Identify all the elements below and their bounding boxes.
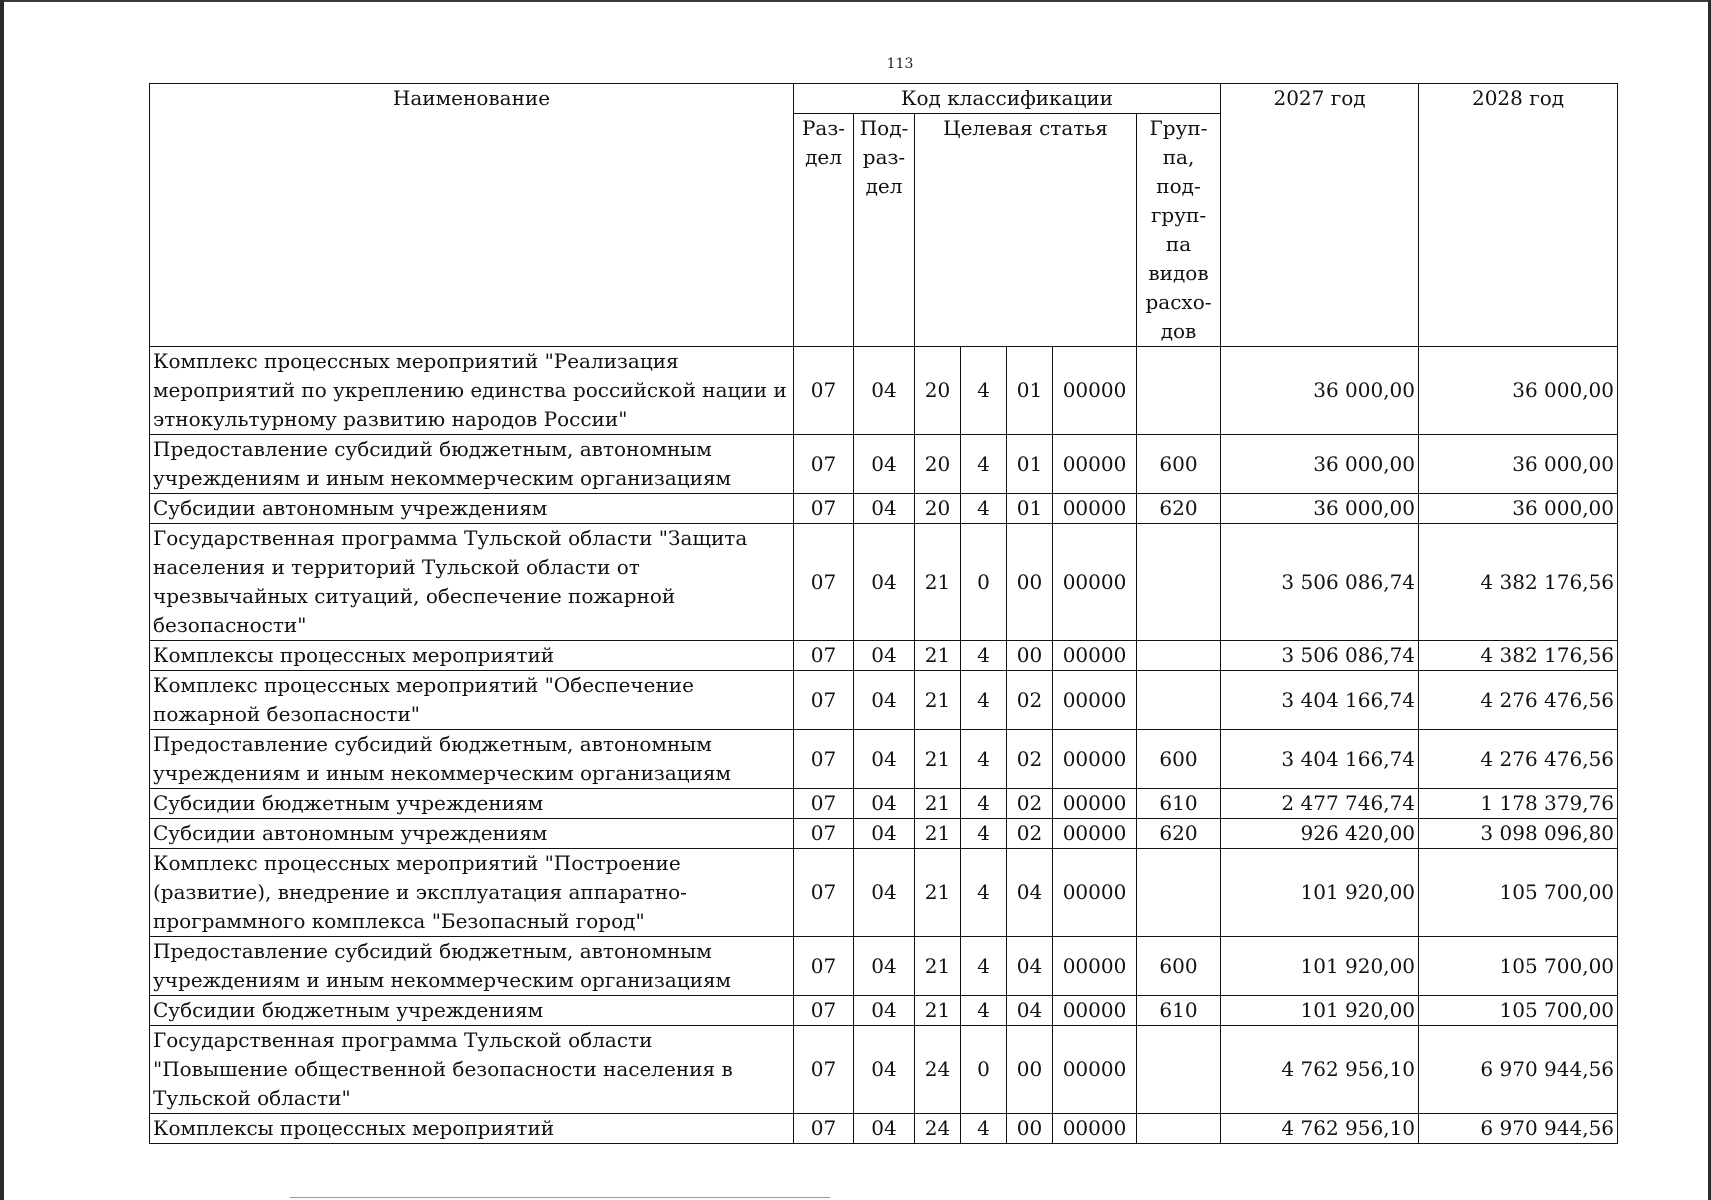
row-expense-group: 600 <box>1137 937 1221 996</box>
header-name: Наименование <box>150 84 794 347</box>
table-row <box>150 937 1618 996</box>
row-target-type: 4 <box>961 789 1007 819</box>
row-name: Субсидии бюджетным учреждениям <box>150 789 794 819</box>
table-row <box>150 494 1618 524</box>
row-expense-group <box>1137 849 1221 937</box>
row-name: Предоставление субсидий бюджетным, автономным учреждениям и иным некоммерческим организациям <box>150 730 794 789</box>
row-amount-2028: 3 098 096,80 <box>1419 819 1618 849</box>
row-target-direction: 00000 <box>1053 849 1137 937</box>
row-section: 07 <box>794 641 854 671</box>
row-target-event: 01 <box>1007 347 1053 435</box>
row-amount-2027: 101 920,00 <box>1221 996 1419 1026</box>
row-target-event: 00 <box>1007 524 1053 641</box>
header-year-2027: 2027 год <box>1221 84 1419 347</box>
row-amount-2027: 3 404 166,74 <box>1221 730 1419 789</box>
row-target-event: 02 <box>1007 789 1053 819</box>
row-target-program: 21 <box>915 996 961 1026</box>
row-expense-group <box>1137 671 1221 730</box>
table-body <box>150 347 1618 1144</box>
row-section: 07 <box>794 1026 854 1114</box>
row-target-event: 04 <box>1007 996 1053 1026</box>
row-target-event: 00 <box>1007 641 1053 671</box>
row-target-program: 21 <box>915 524 961 641</box>
row-name: Комплекс процессных мероприятий "Построение (развитие), внедрение и эксплуатация аппаратно-программного комплекса "Безопасный город" <box>150 849 794 937</box>
header-section: Раз-дел <box>794 114 854 347</box>
row-amount-2028: 105 700,00 <box>1419 937 1618 996</box>
header-subsection: Под-раз-дел <box>854 114 915 347</box>
row-subsection: 04 <box>854 849 915 937</box>
row-target-type: 4 <box>961 347 1007 435</box>
row-amount-2028: 36 000,00 <box>1419 347 1618 435</box>
row-target-program: 21 <box>915 671 961 730</box>
row-section: 07 <box>794 524 854 641</box>
row-amount-2027: 2 477 746,74 <box>1221 789 1419 819</box>
row-amount-2028: 4 382 176,56 <box>1419 641 1618 671</box>
row-expense-group: 620 <box>1137 494 1221 524</box>
row-target-direction: 00000 <box>1053 671 1137 730</box>
row-target-program: 20 <box>915 347 961 435</box>
row-subsection: 04 <box>854 789 915 819</box>
row-section: 07 <box>794 494 854 524</box>
table-row <box>150 347 1618 435</box>
row-target-direction: 00000 <box>1053 494 1137 524</box>
scan-edge-top <box>0 0 1711 2</box>
table-row <box>150 671 1618 730</box>
row-target-direction: 00000 <box>1053 524 1137 641</box>
row-amount-2027: 4 762 956,10 <box>1221 1026 1419 1114</box>
row-section: 07 <box>794 789 854 819</box>
row-amount-2027: 101 920,00 <box>1221 849 1419 937</box>
row-target-type: 4 <box>961 641 1007 671</box>
row-target-event: 04 <box>1007 849 1053 937</box>
row-target-type: 4 <box>961 494 1007 524</box>
table-row <box>150 819 1618 849</box>
table-row <box>150 1026 1618 1114</box>
row-section: 07 <box>794 435 854 494</box>
row-target-type: 4 <box>961 435 1007 494</box>
row-target-event: 02 <box>1007 671 1053 730</box>
row-target-direction: 00000 <box>1053 435 1137 494</box>
row-name: Субсидии автономным учреждениям <box>150 819 794 849</box>
row-target-event: 00 <box>1007 1114 1053 1144</box>
row-amount-2027: 3 506 086,74 <box>1221 524 1419 641</box>
row-subsection: 04 <box>854 1026 915 1114</box>
row-expense-group: 610 <box>1137 789 1221 819</box>
table-row <box>150 1114 1618 1144</box>
table-row <box>150 849 1618 937</box>
row-expense-group: 600 <box>1137 435 1221 494</box>
row-target-program: 20 <box>915 494 961 524</box>
row-expense-group <box>1137 347 1221 435</box>
row-target-type: 4 <box>961 819 1007 849</box>
row-expense-group <box>1137 641 1221 671</box>
row-amount-2028: 36 000,00 <box>1419 494 1618 524</box>
row-target-program: 21 <box>915 819 961 849</box>
row-target-direction: 00000 <box>1053 347 1137 435</box>
row-expense-group <box>1137 524 1221 641</box>
row-section: 07 <box>794 937 854 996</box>
scan-artifact-line <box>290 1197 830 1198</box>
row-name: Государственная программа Тульской области "Повышение общественной безопасности населения в Тульской области" <box>150 1026 794 1114</box>
row-expense-group <box>1137 1114 1221 1144</box>
row-target-type: 0 <box>961 1026 1007 1114</box>
row-subsection: 04 <box>854 671 915 730</box>
row-amount-2028: 105 700,00 <box>1419 996 1618 1026</box>
row-subsection: 04 <box>854 996 915 1026</box>
row-name: Комплекс процессных мероприятий "Реализация мероприятий по укреплению единства российской нации и этнокультурному развитию народов России" <box>150 347 794 435</box>
row-subsection: 04 <box>854 435 915 494</box>
row-name: Субсидии автономным учреждениям <box>150 494 794 524</box>
row-subsection: 04 <box>854 524 915 641</box>
row-target-type: 4 <box>961 937 1007 996</box>
budget-table <box>149 83 1618 1144</box>
row-target-program: 24 <box>915 1114 961 1144</box>
row-amount-2027: 3 404 166,74 <box>1221 671 1419 730</box>
header-target-item: Целевая статья <box>915 114 1137 347</box>
row-amount-2028: 6 970 944,56 <box>1419 1026 1618 1114</box>
row-section: 07 <box>794 671 854 730</box>
row-amount-2027: 36 000,00 <box>1221 494 1419 524</box>
row-expense-group <box>1137 1026 1221 1114</box>
header-classification-code: Код классификации <box>794 84 1221 114</box>
row-target-program: 21 <box>915 849 961 937</box>
row-section: 07 <box>794 730 854 789</box>
row-section: 07 <box>794 849 854 937</box>
table-row <box>150 789 1618 819</box>
row-subsection: 04 <box>854 1114 915 1144</box>
row-target-event: 01 <box>1007 435 1053 494</box>
row-subsection: 04 <box>854 819 915 849</box>
row-target-direction: 00000 <box>1053 641 1137 671</box>
row-name: Комплексы процессных мероприятий <box>150 1114 794 1144</box>
header-expense-group: Груп-па, под-груп-па видов расхо-дов <box>1137 114 1221 347</box>
row-target-direction: 00000 <box>1053 1026 1137 1114</box>
row-target-type: 4 <box>961 849 1007 937</box>
row-name: Государственная программа Тульской области "Защита населения и территорий Тульской области от чрезвычайных ситуаций, обеспечение пожарной безопасности" <box>150 524 794 641</box>
row-subsection: 04 <box>854 937 915 996</box>
row-amount-2028: 36 000,00 <box>1419 435 1618 494</box>
row-name: Субсидии бюджетным учреждениям <box>150 996 794 1026</box>
row-subsection: 04 <box>854 730 915 789</box>
row-target-type: 4 <box>961 671 1007 730</box>
row-target-event: 02 <box>1007 730 1053 789</box>
row-target-program: 24 <box>915 1026 961 1114</box>
row-target-type: 4 <box>961 730 1007 789</box>
row-subsection: 04 <box>854 494 915 524</box>
row-target-program: 20 <box>915 435 961 494</box>
row-target-direction: 00000 <box>1053 937 1137 996</box>
page-number: 113 <box>886 56 914 72</box>
row-amount-2028: 4 382 176,56 <box>1419 524 1618 641</box>
row-target-program: 21 <box>915 937 961 996</box>
row-section: 07 <box>794 819 854 849</box>
row-amount-2028: 1 178 379,76 <box>1419 789 1618 819</box>
row-target-program: 21 <box>915 730 961 789</box>
scan-edge-left <box>0 0 4 1200</box>
row-target-program: 21 <box>915 641 961 671</box>
row-target-type: 4 <box>961 996 1007 1026</box>
row-target-event: 04 <box>1007 937 1053 996</box>
row-subsection: 04 <box>854 641 915 671</box>
row-name: Предоставление субсидий бюджетным, автономным учреждениям и иным некоммерческим организациям <box>150 937 794 996</box>
row-amount-2028: 4 276 476,56 <box>1419 671 1618 730</box>
row-amount-2027: 4 762 956,10 <box>1221 1114 1419 1144</box>
row-amount-2027: 926 420,00 <box>1221 819 1419 849</box>
table-row <box>150 435 1618 494</box>
row-target-event: 01 <box>1007 494 1053 524</box>
row-amount-2027: 3 506 086,74 <box>1221 641 1419 671</box>
row-target-program: 21 <box>915 789 961 819</box>
table-row <box>150 641 1618 671</box>
row-target-event: 02 <box>1007 819 1053 849</box>
row-expense-group: 620 <box>1137 819 1221 849</box>
row-section: 07 <box>794 347 854 435</box>
row-target-direction: 00000 <box>1053 789 1137 819</box>
row-name: Предоставление субсидий бюджетным, автономным учреждениям и иным некоммерческим организациям <box>150 435 794 494</box>
row-target-direction: 00000 <box>1053 1114 1137 1144</box>
table-row <box>150 524 1618 641</box>
row-target-type: 4 <box>961 1114 1007 1144</box>
table-row <box>150 996 1618 1026</box>
row-amount-2027: 101 920,00 <box>1221 937 1419 996</box>
row-amount-2027: 36 000,00 <box>1221 435 1419 494</box>
row-name: Комплексы процессных мероприятий <box>150 641 794 671</box>
row-target-event: 00 <box>1007 1026 1053 1114</box>
row-section: 07 <box>794 1114 854 1144</box>
row-target-type: 0 <box>961 524 1007 641</box>
row-section: 07 <box>794 996 854 1026</box>
row-target-direction: 00000 <box>1053 996 1137 1026</box>
row-expense-group: 610 <box>1137 996 1221 1026</box>
row-target-direction: 00000 <box>1053 730 1137 789</box>
row-amount-2028: 4 276 476,56 <box>1419 730 1618 789</box>
header-year-2028: 2028 год <box>1419 84 1618 347</box>
row-amount-2028: 6 970 944,56 <box>1419 1114 1618 1144</box>
table-row <box>150 730 1618 789</box>
row-amount-2027: 36 000,00 <box>1221 347 1419 435</box>
row-expense-group: 600 <box>1137 730 1221 789</box>
row-name: Комплекс процессных мероприятий "Обеспечение пожарной безопасности" <box>150 671 794 730</box>
row-subsection: 04 <box>854 347 915 435</box>
row-target-direction: 00000 <box>1053 819 1137 849</box>
row-amount-2028: 105 700,00 <box>1419 849 1618 937</box>
